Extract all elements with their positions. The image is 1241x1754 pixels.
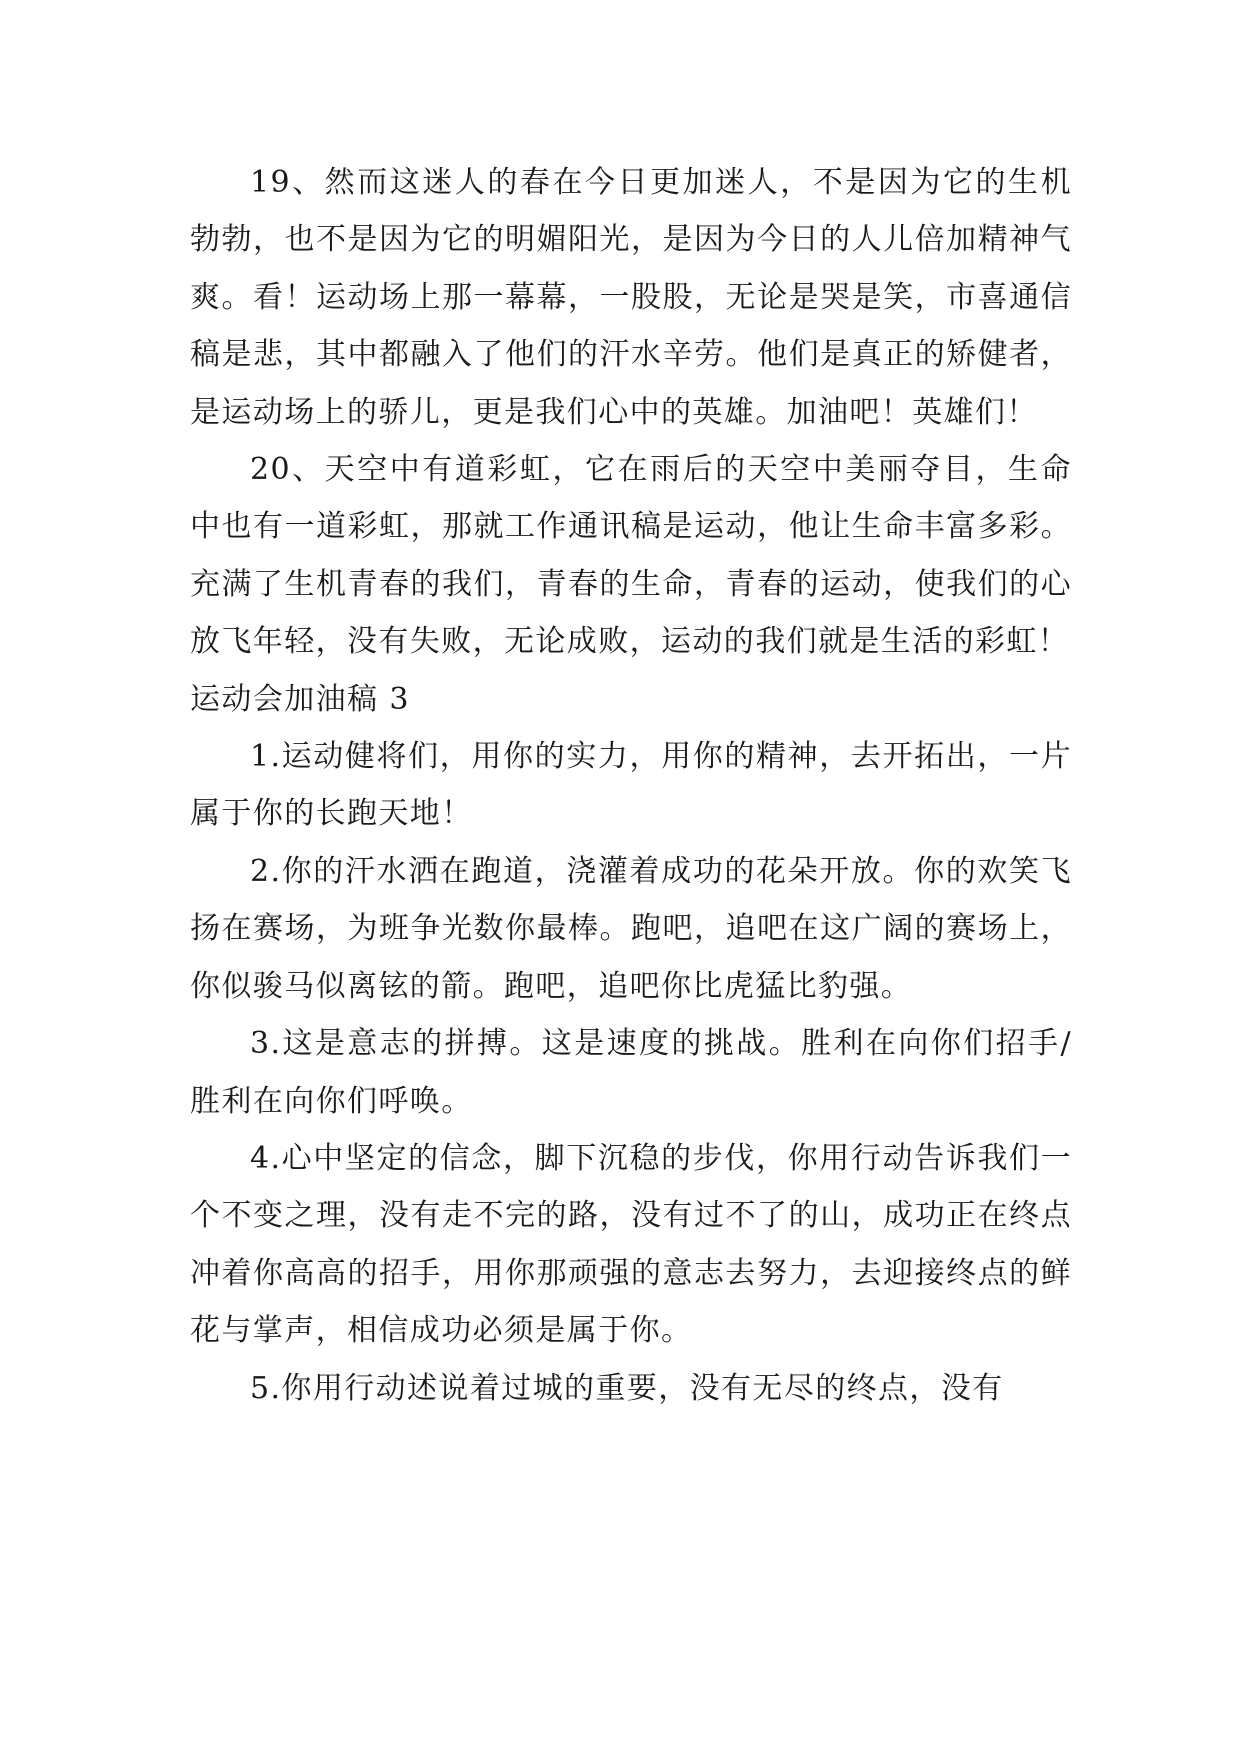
section-heading: 运动会加油稿 3 xyxy=(190,681,410,717)
paragraph-item-5: 5.你用行动述说着过城的重要，没有无尽的终点，没有 xyxy=(250,1370,1004,1406)
paragraph-item-1: 1.运动健将们，用你的实力，用你的精神，去开拓出，一片属于你的长跑天地！ xyxy=(190,739,1072,832)
paragraph-19: 19、然而这迷人的春在今日更加迷人，不是因为它的生机勃勃，也不是因为它的明媚阳光，是因为今日的人儿倍加精神气爽。看！运动场上那一幕幕，一股股，无论是哭是笑，市喜通信稿是悲，其中都融入了他们的汗水辛劳。他们是真正的矫健者，是运动场上的骄儿，更是我们心中的英雄。加油吧！英雄们！ xyxy=(190,165,1072,430)
paragraph-item-2: 2.你的汗水洒在跑道，浇灌着成功的花朵开放。你的欢笑飞扬在赛场，为班争光数你最棒。跑吧，追吧在这广阔的赛场上，你似骏马似离铉的箭。跑吧，追吧你比虎猛比豹强。 xyxy=(190,853,1072,1004)
document-body xyxy=(190,154,1072,1417)
paragraph-item-3: 3.这是意志的拼搏。这是速度的挑战。胜利在向你们招手/胜利在向你们呼唤。 xyxy=(190,1026,1072,1119)
paragraph-item-4: 4.心中坚定的信念，脚下沉稳的步伐，你用行动告诉我们一个不变之理，没有走不完的路，没有过不了的山，成功正在终点冲着你高高的招手，用你那顽强的意志去努力，去迎接终点的鲜花与掌声，相信成功必须是属于你。 xyxy=(190,1140,1072,1349)
paragraph-20: 20、天空中有道彩虹，它在雨后的天空中美丽夺目，生命中也有一道彩虹，那就工作通讯稿是运动，他让生命丰富多彩。充满了生机青春的我们，青春的生命，青春的运动，使我们的心放飞年轻，没有失败，无论成败，运动的我们就是生活的彩虹！ xyxy=(190,452,1072,660)
